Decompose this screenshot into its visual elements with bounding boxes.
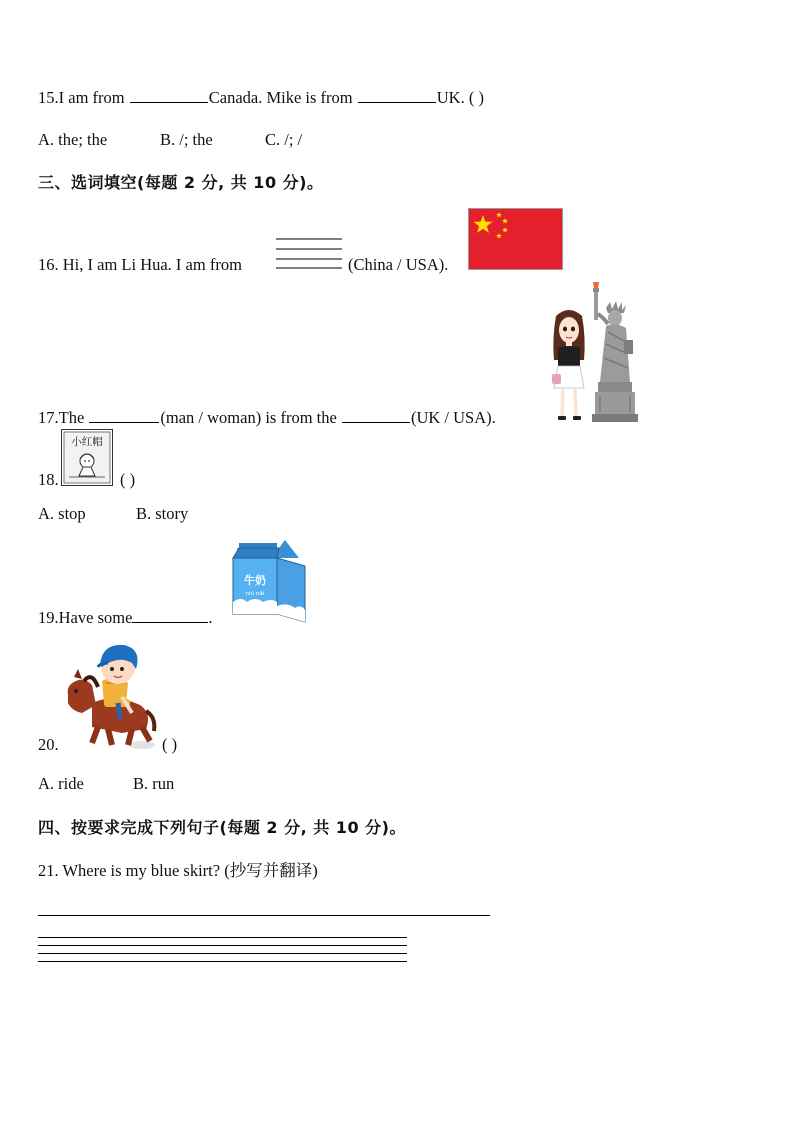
answer-blank[interactable]	[342, 408, 410, 423]
four-line-grid-line[interactable]	[38, 937, 407, 938]
section-4-heading: 四、按要求完成下列句子(每题 2 分, 共 10 分)。	[38, 818, 406, 837]
q16-choices: (China / USA).	[348, 255, 449, 274]
question-number: 21	[38, 861, 55, 880]
answer-blank[interactable]	[132, 608, 208, 623]
question-number: 16.	[38, 255, 59, 274]
four-line-grid-line[interactable]	[38, 961, 407, 962]
q18-option-a[interactable]: A. stop	[38, 504, 86, 523]
answer-blank[interactable]	[130, 88, 208, 103]
question-number: 17.	[38, 408, 59, 427]
q18-option-b[interactable]: B. story	[136, 504, 189, 523]
statue-of-liberty-image	[586, 282, 640, 424]
section-3-heading: 三、选词填空(每题 2 分, 共 10 分)。	[38, 173, 324, 192]
q20-option-a[interactable]: A. ride	[38, 774, 84, 793]
boy-riding-horse-image	[62, 641, 158, 751]
q20-option-b[interactable]: B. run	[133, 774, 175, 793]
q20-number: 20.	[38, 735, 59, 754]
q16-line: 16. Hi, I am Li Hua. I am from	[38, 255, 242, 274]
carton-label: 牛奶	[244, 574, 266, 587]
answer-paren[interactable]: ( )	[120, 470, 136, 489]
china-flag-image	[468, 208, 563, 270]
four-line-writing-blank[interactable]	[276, 238, 342, 270]
q15-line: 15.I am from Canada. Mike is from UK. ( )	[38, 88, 484, 107]
book-image	[61, 429, 113, 486]
book-title: 小红帽	[71, 436, 103, 448]
milk-carton-image	[229, 540, 307, 626]
four-line-grid-line[interactable]	[38, 945, 407, 946]
q19-line: 19.Have some .	[38, 608, 213, 627]
q15-option-b[interactable]: B. /; the	[160, 130, 213, 149]
q18-number: 18.	[38, 470, 59, 489]
answer-blank[interactable]	[89, 408, 159, 423]
question-number: 19.	[38, 608, 59, 627]
answer-blank[interactable]	[358, 88, 436, 103]
carton-pinyin: niú nǎi	[245, 591, 265, 597]
answer-paren[interactable]: ( )	[162, 735, 178, 754]
woman-image	[548, 308, 590, 426]
question-number: 15.	[38, 88, 59, 107]
q15-option-a[interactable]: A. the; the	[38, 130, 108, 149]
q17-line: 17.The (man / woman) is from the (UK / USA).	[38, 408, 496, 427]
answer-paren[interactable]: ( )	[468, 88, 484, 107]
answer-line[interactable]	[38, 915, 490, 916]
q21-line: 21. Where is my blue skirt? (抄写并翻译)	[38, 861, 318, 880]
q15-option-c[interactable]: C. /; /	[265, 130, 303, 149]
four-line-grid-line[interactable]	[38, 953, 407, 954]
